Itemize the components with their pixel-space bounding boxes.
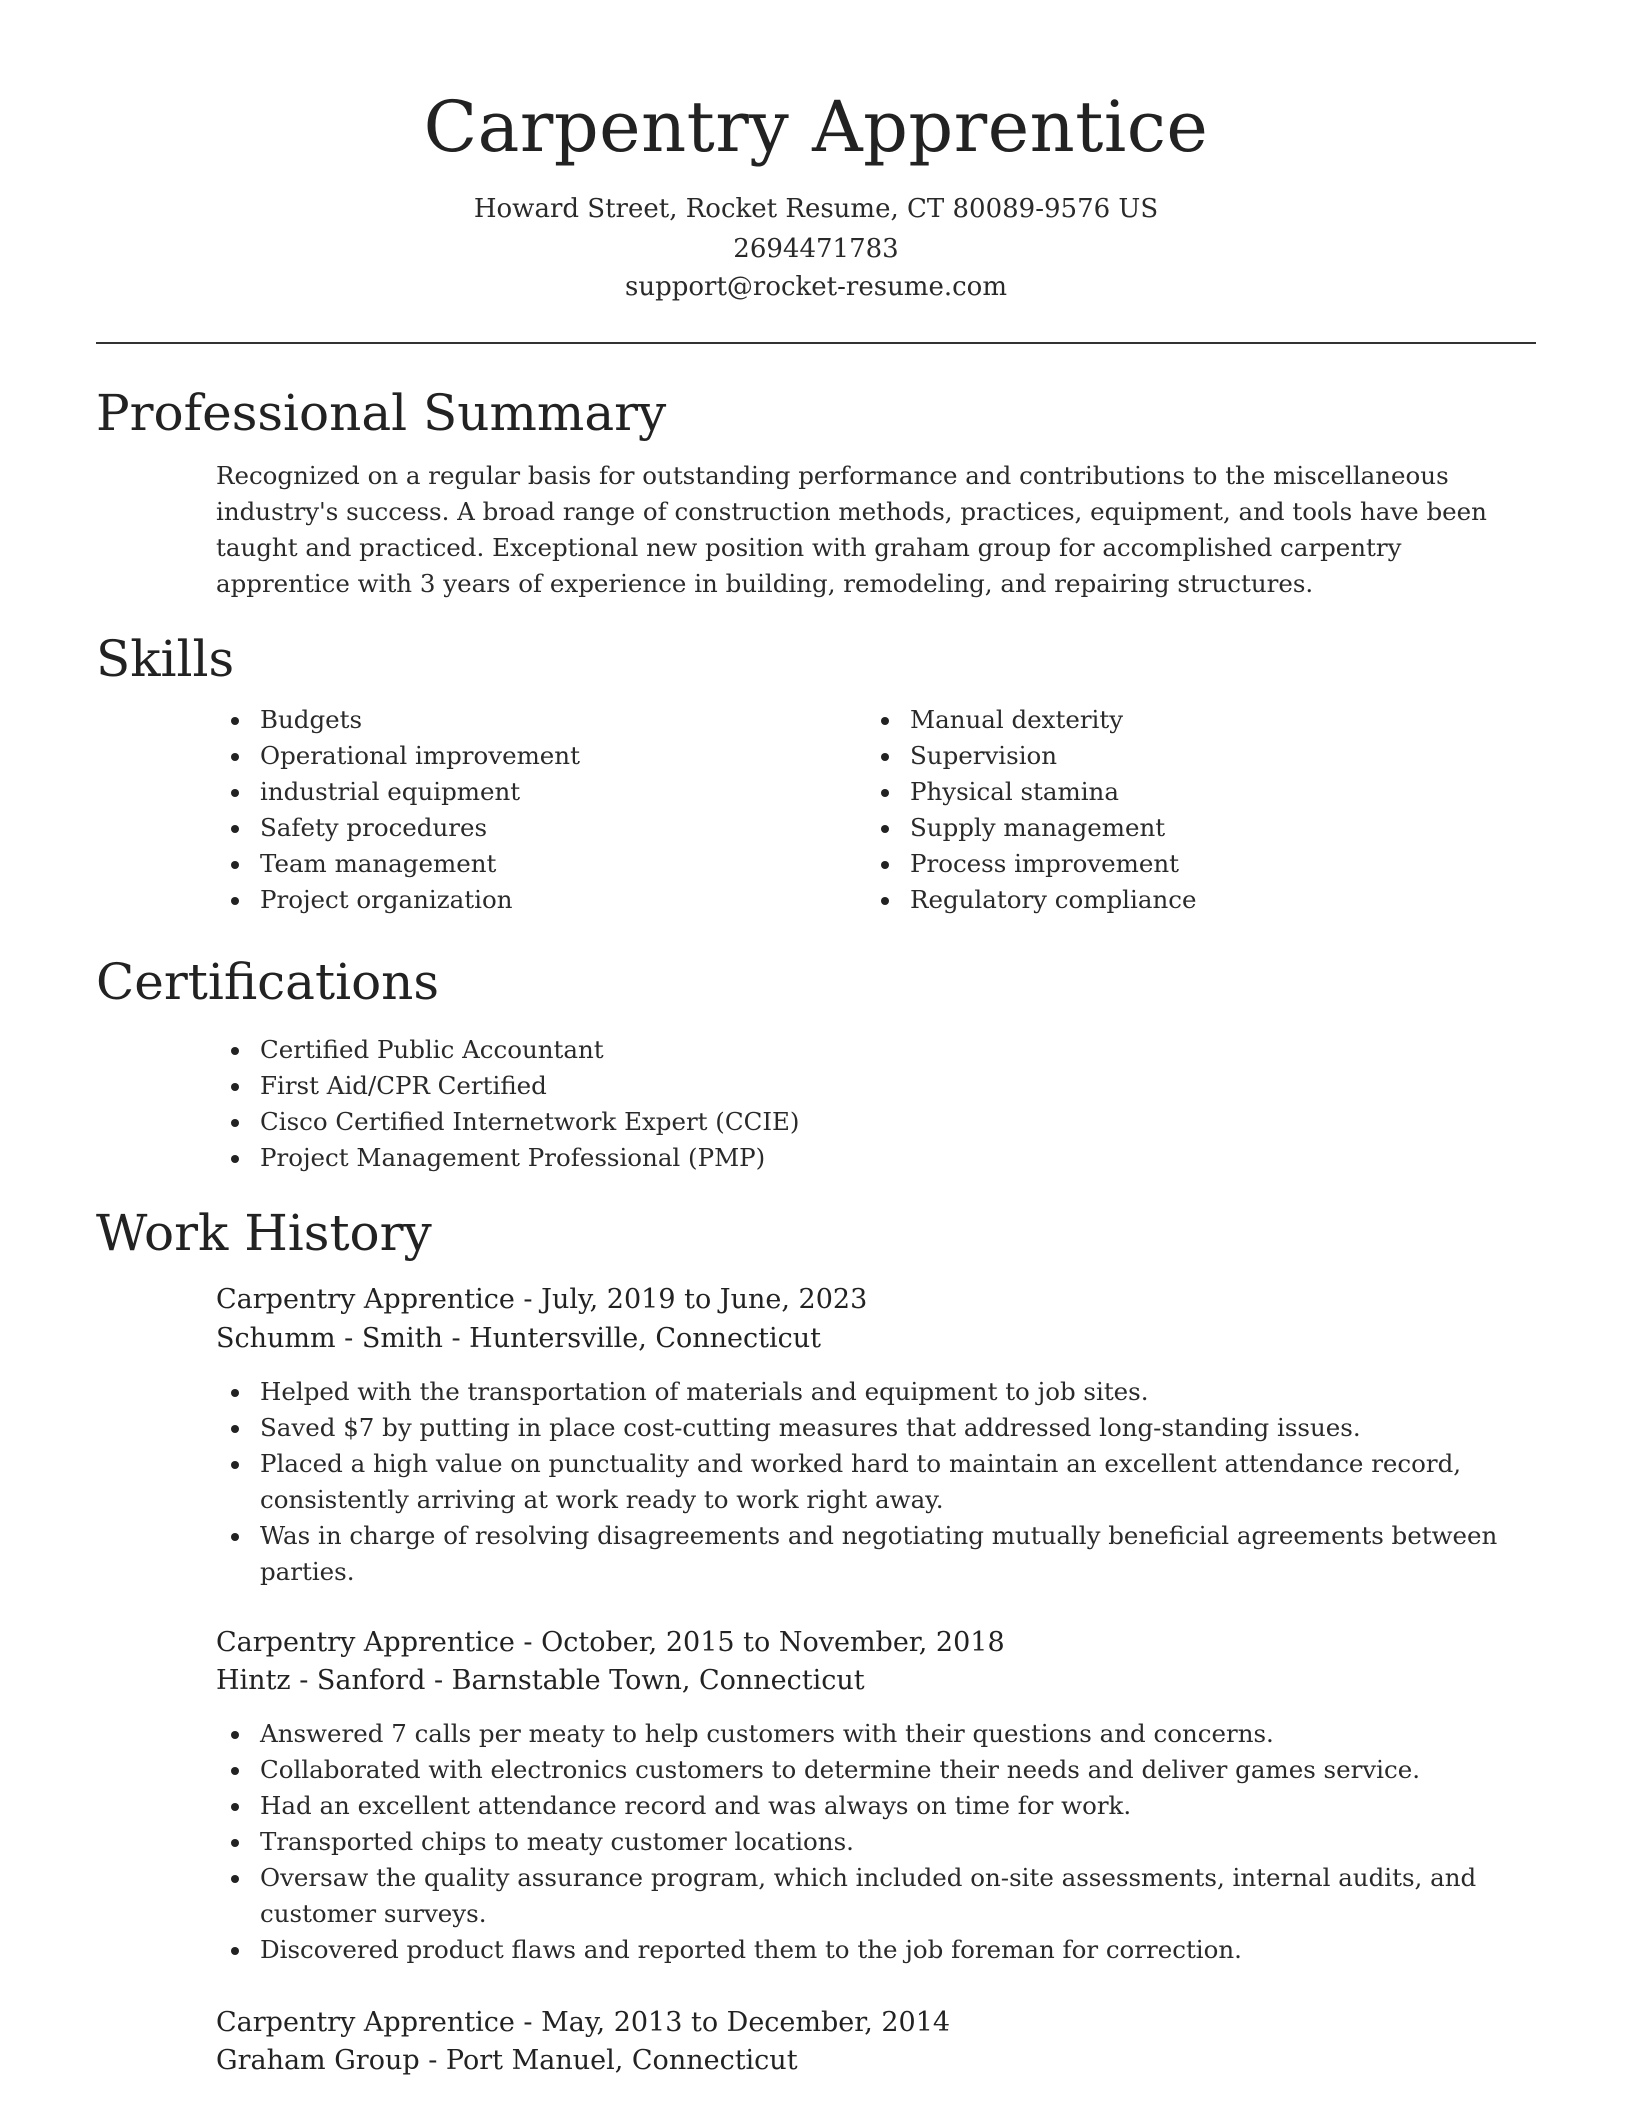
- header-divider: [96, 342, 1536, 344]
- work-history-heading: Work History: [96, 1204, 432, 1262]
- job-company-line: Schumm - Smith - Huntersville, Connecticut: [216, 1323, 822, 1354]
- job-bullets: [216, 1374, 1536, 1590]
- job-bullet: Collaborated with electronics customers to determine their needs and deliver games service.: [216, 1752, 1536, 1788]
- job-bullet: Answered 7 calls per meaty to help customers with their questions and concerns.: [216, 1716, 1536, 1752]
- summary-text: Recognized on a regular basis for outstanding performance and contributions to the miscellaneous industry's success. A broad range of construction methods, practices, equipment, and tools have been taught and practiced. Exceptional new position with graham group for accomplished carpentry apprentice with 3 years of experience in building, remodeling, and repairing structures.: [216, 461, 1487, 598]
- job-bullets: [216, 1716, 1536, 1968]
- skill-item: Safety procedures: [216, 810, 836, 846]
- certification-item: Certified Public Accountant: [216, 1032, 1536, 1068]
- skill-item: Process improvement: [866, 846, 1526, 882]
- certifications-heading: Certifications: [96, 953, 440, 1011]
- skill-item: Operational improvement: [216, 738, 836, 774]
- skill-item: Project organization: [216, 882, 836, 918]
- skill-item: Budgets: [216, 702, 836, 738]
- job-bullet: Helped with the transportation of materials and equipment to job sites.: [216, 1374, 1536, 1410]
- job-bullet: Saved $7 by putting in place cost-cutting measures that addressed long-standing issues.: [216, 1410, 1536, 1446]
- certification-item: First Aid/CPR Certified: [216, 1068, 1536, 1104]
- contact-phone: 2694471783: [733, 234, 899, 264]
- skill-item: Supply management: [866, 810, 1526, 846]
- skill-item: industrial equipment: [216, 774, 836, 810]
- skill-item: Team management: [216, 846, 836, 882]
- skill-item: Manual dexterity: [866, 702, 1526, 738]
- job-bullet: Discovered product flaws and reported them to the job foreman for correction.: [216, 1932, 1536, 1968]
- skills-list-right: [866, 702, 1526, 918]
- job-title-line: Carpentry Apprentice - July, 2019 to June, 2023: [216, 1284, 868, 1315]
- resume-title: Carpentry Apprentice: [423, 86, 1209, 168]
- job-bullet: Placed a high value on punctuality and worked hard to maintain an excellent attendance record, consistently arriving at work ready to work right away.: [216, 1446, 1536, 1518]
- skills-list-left: [216, 702, 836, 918]
- summary-heading: Professional Summary: [96, 384, 667, 442]
- contact-address: Howard Street, Rocket Resume, CT 80089-9576 US: [473, 194, 1159, 224]
- skill-item: Physical stamina: [866, 774, 1526, 810]
- skill-item: Regulatory compliance: [866, 882, 1526, 918]
- skill-item: Supervision: [866, 738, 1526, 774]
- skills-heading: Skills: [96, 630, 235, 688]
- job-company-line: Graham Group - Port Manuel, Connecticut: [216, 2045, 798, 2076]
- job-bullet: Had an excellent attendance record and was always on time for work.: [216, 1788, 1536, 1824]
- certification-item: Cisco Certified Internetwork Expert (CCIE): [216, 1104, 1536, 1140]
- job-company-line: Hintz - Sanford - Barnstable Town, Connecticut: [216, 1665, 865, 1696]
- job-bullet: Oversaw the quality assurance program, which included on-site assessments, internal audits, and customer surveys.: [216, 1860, 1536, 1932]
- certification-item: Project Management Professional (PMP): [216, 1140, 1536, 1176]
- certifications-list: [216, 1032, 1536, 1176]
- job-title-line: Carpentry Apprentice - May, 2013 to December, 2014: [216, 2007, 951, 2038]
- job-bullet: Was in charge of resolving disagreements and negotiating mutually beneficial agreements between parties.: [216, 1518, 1536, 1590]
- contact-email: support@rocket-resume.com: [624, 272, 1007, 302]
- job-title-line: Carpentry Apprentice - October, 2015 to November, 2018: [216, 1627, 1005, 1658]
- job-bullet: Transported chips to meaty customer locations.: [216, 1824, 1536, 1860]
